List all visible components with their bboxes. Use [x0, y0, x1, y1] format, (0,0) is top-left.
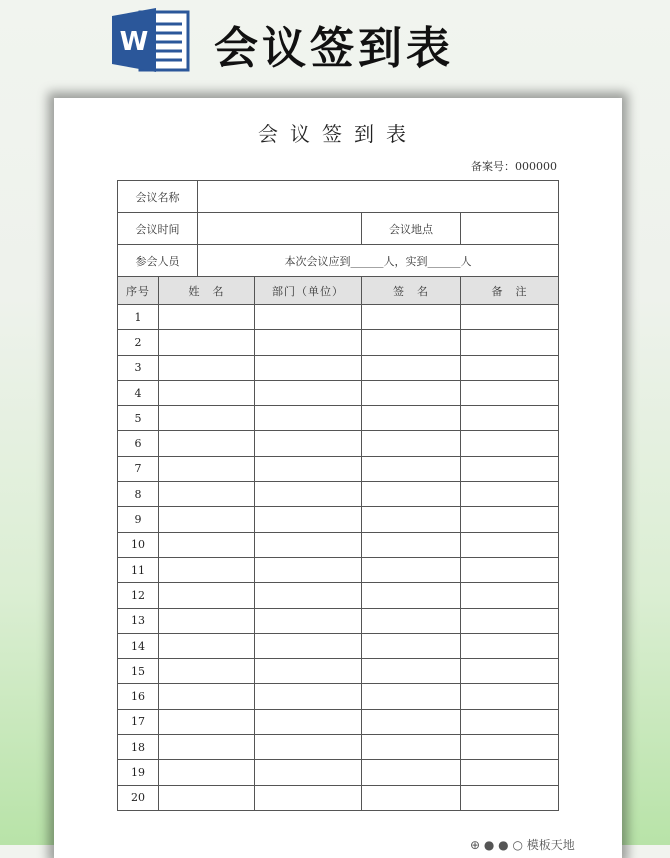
table-row: [118, 735, 559, 760]
department-cell[interactable]: [255, 330, 362, 355]
department-cell[interactable]: [255, 355, 362, 380]
table-row: [118, 431, 559, 456]
row-number: 16: [118, 684, 159, 709]
table-row: [118, 659, 559, 684]
row-number: 5: [118, 406, 159, 431]
name-cell[interactable]: [159, 709, 255, 734]
column-header-remarks: 备 注: [461, 277, 559, 305]
signature-cell[interactable]: [362, 355, 461, 380]
column-header-department: 部门（单位）: [255, 277, 362, 305]
word-document-icon: [110, 6, 192, 74]
remarks-cell[interactable]: [461, 355, 559, 380]
name-cell[interactable]: [159, 583, 255, 608]
name-cell[interactable]: [159, 431, 255, 456]
signature-cell[interactable]: [362, 659, 461, 684]
remarks-cell[interactable]: [461, 532, 559, 557]
row-number: 20: [118, 785, 159, 810]
remarks-cell[interactable]: [461, 583, 559, 608]
table-row: [118, 785, 559, 810]
signature-cell[interactable]: [362, 684, 461, 709]
remarks-cell[interactable]: [461, 735, 559, 760]
department-cell[interactable]: [255, 785, 362, 810]
column-header-no: 序号: [118, 277, 159, 305]
watermark: ⊕ ● ● ○ 模板天地: [470, 838, 575, 852]
row-number: 9: [118, 507, 159, 532]
name-cell[interactable]: [159, 659, 255, 684]
department-cell[interactable]: [255, 482, 362, 507]
department-cell[interactable]: [255, 608, 362, 633]
banner: [0, 0, 670, 86]
department-cell[interactable]: [255, 305, 362, 330]
table-row: [118, 608, 559, 633]
banner-title: 会议签到表: [214, 23, 454, 74]
table-row: [118, 684, 559, 709]
table-row: [118, 633, 559, 658]
table-row: [118, 406, 559, 431]
table-row: [118, 709, 559, 734]
signature-cell[interactable]: [362, 709, 461, 734]
column-header-signature: 签 名: [362, 277, 461, 305]
signature-cell[interactable]: [362, 482, 461, 507]
meeting-name-field[interactable]: [198, 181, 559, 213]
row-number: 1: [118, 305, 159, 330]
table-row: [118, 380, 559, 405]
signature-cell[interactable]: [362, 608, 461, 633]
row-number: 13: [118, 608, 159, 633]
row-number: 3: [118, 355, 159, 380]
remarks-cell[interactable]: [461, 684, 559, 709]
department-cell[interactable]: [255, 507, 362, 532]
meeting-location-label: 会议地点: [362, 213, 461, 245]
name-cell[interactable]: [159, 330, 255, 355]
remarks-cell[interactable]: [461, 709, 559, 734]
remarks-cell[interactable]: [461, 507, 559, 532]
remarks-cell[interactable]: [461, 456, 559, 481]
signature-cell[interactable]: [362, 507, 461, 532]
table-row: [118, 532, 559, 557]
name-cell[interactable]: [159, 760, 255, 785]
table-row: [118, 456, 559, 481]
name-cell[interactable]: [159, 633, 255, 658]
document-title: 会议签到表: [258, 122, 418, 146]
row-number: 7: [118, 456, 159, 481]
row-number: 6: [118, 431, 159, 456]
document-page: [54, 98, 622, 858]
department-cell[interactable]: [255, 684, 362, 709]
name-cell[interactable]: [159, 608, 255, 633]
meeting-name-label: 会议名称: [118, 181, 198, 213]
department-cell[interactable]: [255, 709, 362, 734]
signature-cell[interactable]: [362, 633, 461, 658]
remarks-cell[interactable]: [461, 305, 559, 330]
sign-in-table: [117, 180, 559, 811]
attendees-count[interactable]: 本次会议应到______人，实到______人: [198, 245, 559, 277]
remarks-cell[interactable]: [461, 431, 559, 456]
signature-cell[interactable]: [362, 735, 461, 760]
table-row: [118, 557, 559, 582]
remarks-cell[interactable]: [461, 633, 559, 658]
row-number: 12: [118, 583, 159, 608]
department-cell[interactable]: [255, 406, 362, 431]
table-row: [118, 507, 559, 532]
signature-cell[interactable]: [362, 583, 461, 608]
table-row: [118, 330, 559, 355]
signature-cell[interactable]: [362, 305, 461, 330]
table-row: [118, 305, 559, 330]
row-number: 2: [118, 330, 159, 355]
row-number: 15: [118, 659, 159, 684]
name-cell[interactable]: [159, 456, 255, 481]
remarks-cell[interactable]: [461, 380, 559, 405]
signature-cell[interactable]: [362, 431, 461, 456]
row-number: 11: [118, 557, 159, 582]
department-cell[interactable]: [255, 431, 362, 456]
remarks-cell[interactable]: [461, 760, 559, 785]
signature-cell[interactable]: [362, 456, 461, 481]
remarks-cell[interactable]: [461, 330, 559, 355]
name-cell[interactable]: [159, 406, 255, 431]
name-cell[interactable]: [159, 482, 255, 507]
table-row: [118, 355, 559, 380]
signature-cell[interactable]: [362, 557, 461, 582]
signature-cell[interactable]: [362, 785, 461, 810]
row-number: 19: [118, 760, 159, 785]
table-body: [118, 305, 559, 811]
table-row: [118, 760, 559, 785]
row-number: 10: [118, 532, 159, 557]
word-icon-letter: W: [119, 27, 149, 57]
row-number: 17: [118, 709, 159, 734]
department-cell[interactable]: [255, 583, 362, 608]
remarks-cell[interactable]: [461, 785, 559, 810]
name-cell[interactable]: [159, 355, 255, 380]
name-cell[interactable]: [159, 557, 255, 582]
department-cell[interactable]: [255, 659, 362, 684]
meeting-time-field[interactable]: [198, 213, 362, 245]
row-number: 18: [118, 735, 159, 760]
meeting-location-field[interactable]: [461, 213, 559, 245]
department-cell[interactable]: [255, 633, 362, 658]
row-number: 14: [118, 633, 159, 658]
name-cell[interactable]: [159, 380, 255, 405]
row-number: 8: [118, 482, 159, 507]
department-cell[interactable]: [255, 532, 362, 557]
signature-cell[interactable]: [362, 406, 461, 431]
remarks-cell[interactable]: [461, 482, 559, 507]
row-number: 4: [118, 380, 159, 405]
signature-cell[interactable]: [362, 380, 461, 405]
name-cell[interactable]: [159, 507, 255, 532]
record-number: 备案号：000000: [471, 160, 557, 173]
remarks-cell[interactable]: [461, 557, 559, 582]
meeting-time-label: 会议时间: [118, 213, 198, 245]
table-row: [118, 482, 559, 507]
signature-cell[interactable]: [362, 330, 461, 355]
signature-cell[interactable]: [362, 760, 461, 785]
table-row: [118, 583, 559, 608]
attendees-label: 参会人员: [118, 245, 198, 277]
department-cell[interactable]: [255, 557, 362, 582]
department-cell[interactable]: [255, 456, 362, 481]
name-cell[interactable]: [159, 684, 255, 709]
remarks-cell[interactable]: [461, 608, 559, 633]
name-cell[interactable]: [159, 785, 255, 810]
name-cell[interactable]: [159, 532, 255, 557]
name-cell[interactable]: [159, 305, 255, 330]
remarks-cell[interactable]: [461, 406, 559, 431]
column-header-name: 姓 名: [159, 277, 255, 305]
signature-cell[interactable]: [362, 532, 461, 557]
remarks-cell[interactable]: [461, 659, 559, 684]
department-cell[interactable]: [255, 380, 362, 405]
name-cell[interactable]: [159, 735, 255, 760]
department-cell[interactable]: [255, 735, 362, 760]
department-cell[interactable]: [255, 760, 362, 785]
